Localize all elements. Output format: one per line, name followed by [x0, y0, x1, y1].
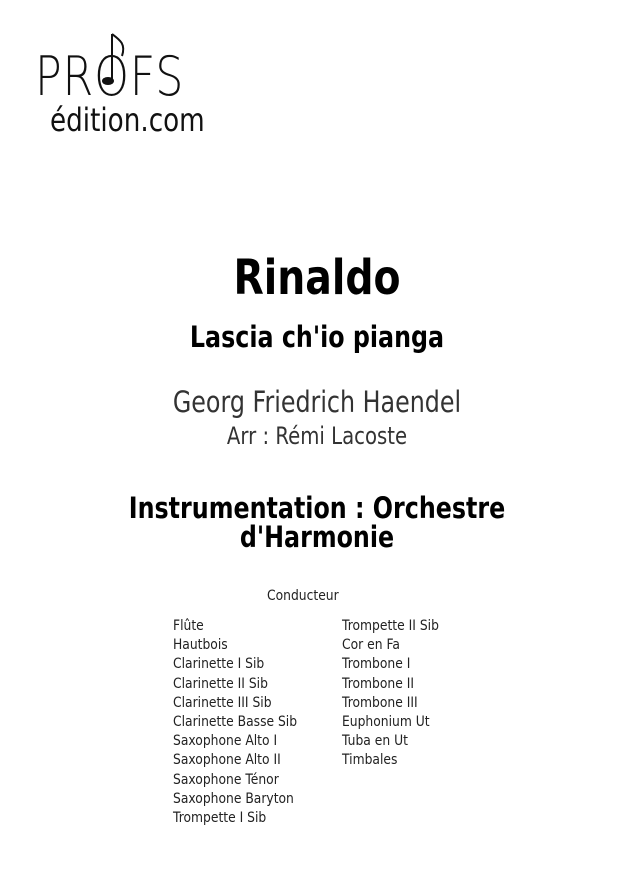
part-item: Clarinette III Sib	[173, 694, 272, 711]
part-item: Saxophone Alto II	[173, 752, 281, 769]
part-item: Saxophone Ténor	[173, 771, 279, 788]
part-item: Hautbois	[173, 637, 228, 654]
part-item: Trompette II Sib	[342, 618, 439, 634]
instrumentation-line: Instrumentation : Orchestre d'Harmonie	[128, 491, 506, 554]
score-subtitle: Lascia ch'io pianga	[189, 320, 445, 354]
part-item: Flûte	[173, 618, 204, 634]
part-item: Timbales	[342, 752, 398, 769]
parts-list-left	[173, 617, 297, 828]
part-item: Saxophone Baryton	[173, 790, 294, 807]
part-item: Euphonium Ut	[342, 713, 430, 730]
arranger-name: Arr : Rémi Lacoste	[226, 422, 408, 450]
part-item: Trombone III	[342, 694, 418, 711]
part-item: Clarinette Basse Sib	[173, 713, 298, 730]
part-item: Clarinette II Sib	[173, 675, 268, 692]
part-item: Trompette I Sib	[173, 809, 267, 826]
part-item: Cor en Fa	[342, 637, 400, 654]
publisher-logo	[30, 30, 230, 145]
composer-name: Georg Friedrich Haendel	[172, 385, 462, 419]
part-item: Trombone II	[342, 675, 415, 692]
logo-brand: PROFS	[35, 45, 185, 108]
logo-domain: édition.com	[50, 101, 205, 139]
parts-list-right	[342, 617, 439, 771]
part-item: Clarinette I Sib	[173, 656, 265, 673]
score-title: Rinaldo	[233, 250, 401, 306]
parts-heading: Conducteur	[267, 588, 339, 604]
part-item: Saxophone Alto I	[173, 733, 278, 750]
part-item: Tuba en Ut	[342, 733, 408, 750]
part-item: Trombone I	[342, 656, 411, 673]
